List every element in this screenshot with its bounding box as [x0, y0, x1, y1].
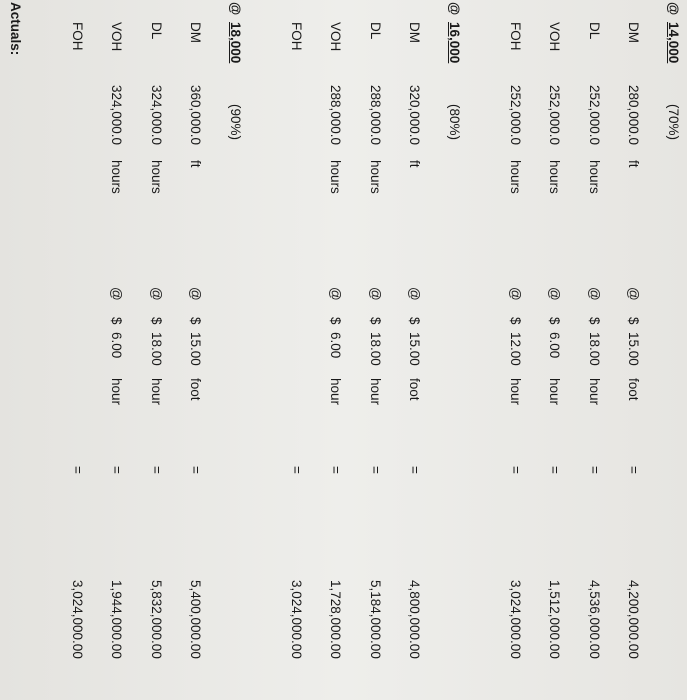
row-at: @	[407, 287, 423, 301]
row-currency: $	[407, 317, 423, 325]
at-sign: @	[227, 2, 243, 16]
row-per-unit: hour	[109, 378, 125, 406]
row-rate: 6.00	[547, 332, 563, 359]
row-quantity: 252,000.0	[587, 85, 602, 146]
row-total: 4,200,000.00	[626, 580, 642, 659]
row-equals: =	[587, 466, 602, 474]
row-total: 1,944,000.00	[109, 580, 125, 659]
row-currency: $	[367, 317, 383, 325]
row-per-unit: hour	[547, 378, 563, 406]
row-total: 3,024,000.00	[508, 580, 523, 659]
row-per-unit: hour	[587, 378, 602, 406]
row-total: 5,400,000.00	[188, 580, 204, 659]
row-equals: =	[188, 466, 204, 474]
row-at: @	[328, 287, 344, 301]
row-total: 4,800,000.00	[407, 580, 423, 659]
row-currency: $	[547, 317, 563, 325]
row-equals: =	[626, 466, 642, 474]
row-rate: 18.00	[587, 332, 602, 366]
row-label: VOH	[109, 22, 125, 52]
row-currency: $	[508, 317, 523, 325]
row-quantity: 252,000.0	[508, 85, 523, 146]
row-quantity: 320,000.0	[407, 85, 423, 146]
row-per-unit: foot	[407, 378, 423, 401]
row-at: @	[508, 287, 523, 301]
row-label: DL	[587, 22, 602, 40]
row-at: @	[367, 287, 383, 301]
row-label: DL	[148, 22, 164, 40]
row-total: 4,536,000.00	[587, 580, 602, 659]
row-unit: hours	[109, 160, 125, 194]
row-rate: 15.00	[626, 332, 642, 366]
row-unit: hours	[367, 160, 383, 194]
row-per-unit: hour	[148, 378, 164, 406]
section-capacity-pct: (90%)	[227, 104, 243, 141]
row-unit: hours	[328, 160, 344, 194]
row-label: FOH	[508, 22, 523, 51]
row-currency: $	[587, 317, 602, 325]
row-label: DM	[626, 22, 642, 43]
row-equals: =	[367, 466, 383, 474]
row-total: 3,024,000.00	[288, 580, 304, 659]
section-units: 14,000	[666, 22, 681, 64]
row-quantity: 280,000.0	[626, 85, 642, 146]
at-sign: @	[446, 2, 462, 16]
actuals-heading: Actuals:	[8, 2, 24, 56]
row-label: VOH	[328, 22, 344, 52]
row-at: @	[188, 287, 204, 301]
row-equals: =	[148, 466, 164, 474]
row-equals: =	[69, 466, 85, 474]
row-at: @	[587, 287, 602, 301]
row-currency: $	[328, 317, 344, 325]
section-units: 16,000	[446, 22, 462, 64]
row-at: @	[547, 287, 563, 301]
row-unit: ft	[407, 160, 423, 168]
row-equals: =	[288, 466, 304, 474]
row-total: 3,024,000.00	[69, 580, 85, 659]
row-currency: $	[148, 317, 164, 325]
row-quantity: 324,000.0	[109, 85, 125, 146]
row-rate: 15.00	[407, 332, 423, 366]
row-unit: hours	[148, 160, 164, 194]
row-equals: =	[508, 466, 523, 474]
row-at: @	[109, 287, 125, 301]
row-rate: 18.00	[367, 332, 383, 366]
row-at: @	[626, 287, 642, 301]
section-units: 18,000	[227, 22, 243, 64]
row-per-unit: hour	[328, 378, 344, 406]
row-unit: ft	[188, 160, 204, 168]
row-label: DL	[367, 22, 383, 40]
row-equals: =	[407, 466, 423, 474]
row-rate: 18.00	[148, 332, 164, 366]
row-total: 1,512,000.00	[547, 580, 563, 659]
row-unit: ft	[626, 160, 642, 168]
row-label: FOH	[69, 22, 85, 51]
row-quantity: 360,000.0	[188, 85, 204, 146]
row-label: DM	[188, 22, 204, 43]
row-label: FOH	[288, 22, 304, 51]
section-capacity-pct: (80%)	[446, 104, 462, 141]
row-quantity: 288,000.0	[367, 85, 383, 146]
row-per-unit: hour	[367, 378, 383, 406]
row-unit: hours	[508, 160, 523, 194]
row-at: @	[148, 287, 164, 301]
row-quantity: 288,000.0	[328, 85, 344, 146]
row-label: DM	[407, 22, 423, 43]
row-equals: =	[109, 466, 125, 474]
row-equals: =	[328, 466, 344, 474]
row-currency: $	[626, 317, 642, 325]
row-quantity: 324,000.0	[148, 85, 164, 146]
row-unit: hours	[547, 160, 563, 194]
row-total: 5,832,000.00	[148, 580, 164, 659]
row-total: 1,728,000.00	[328, 580, 344, 659]
row-rate: 12.00	[508, 332, 523, 366]
row-per-unit: foot	[626, 378, 642, 401]
row-currency: $	[109, 317, 125, 325]
section-capacity-pct: (70%)	[666, 104, 681, 141]
row-rate: 6.00	[109, 332, 125, 359]
row-per-unit: hour	[508, 378, 523, 406]
row-unit: hours	[587, 160, 602, 194]
row-currency: $	[188, 317, 204, 325]
row-per-unit: foot	[188, 378, 204, 401]
row-quantity: 252,000.0	[547, 85, 563, 146]
row-label: VOH	[547, 22, 563, 52]
row-rate: 6.00	[328, 332, 344, 359]
at-sign: @	[666, 2, 681, 16]
row-total: 5,184,000.00	[367, 580, 383, 659]
row-rate: 15.00	[188, 332, 204, 366]
row-equals: =	[547, 466, 563, 474]
